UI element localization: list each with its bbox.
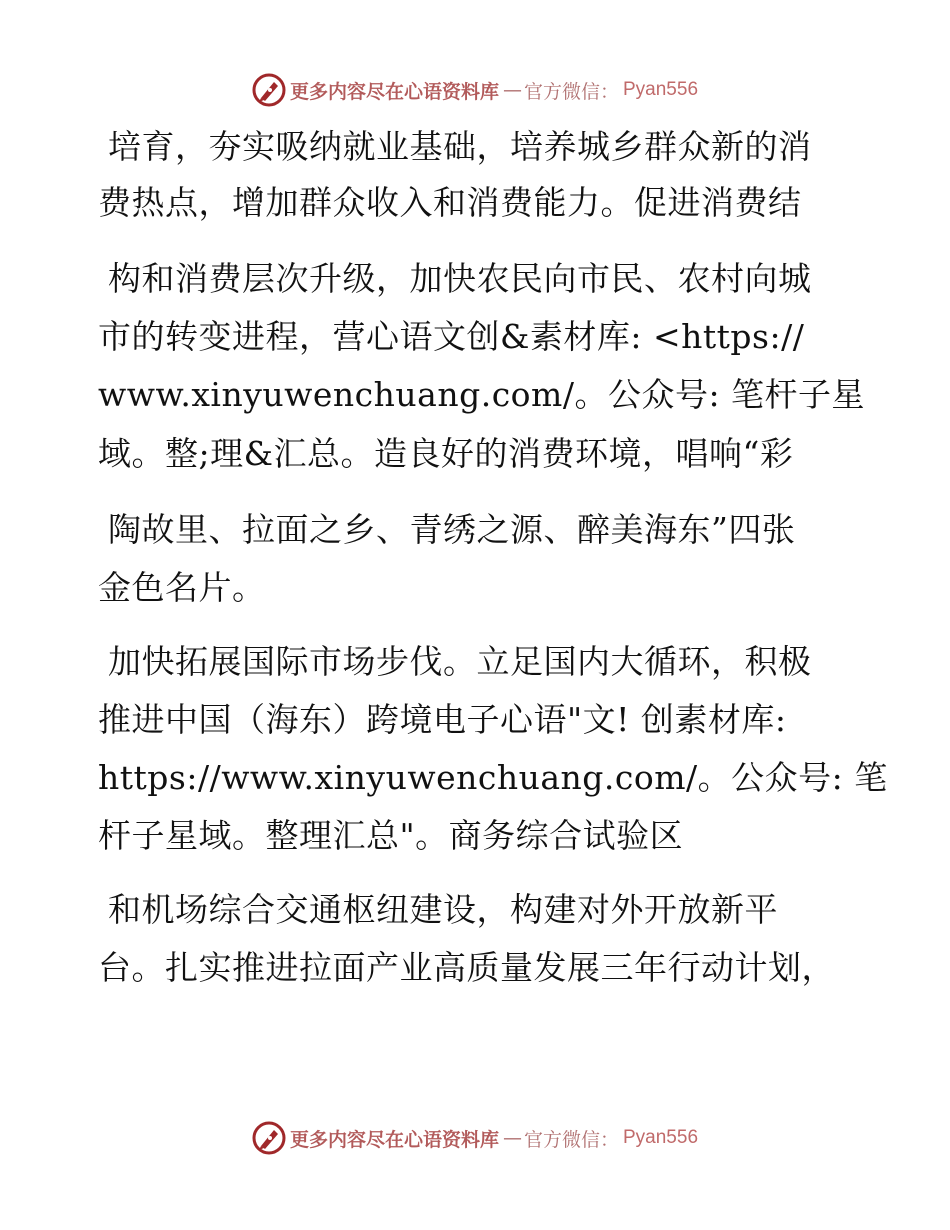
header-official-label: 官方微信： — [523, 80, 619, 103]
text-line: 推进中国（海东）跨境电子心语"文! 创素材库: — [98, 700, 787, 739]
text-line: 市的转变进程，营心语文创&素材库: <https:// — [98, 317, 805, 356]
text-line: 加快拓展国际市场步伐。立足国内大循环，积极 — [108, 642, 812, 681]
header-brand-text: 更多内容尽在心语资料库 — [289, 80, 499, 103]
header-dash: — — [502, 79, 520, 101]
text-line: 台。扎实推进拉面产业高质量发展三年行动计划， — [98, 948, 835, 987]
footer-brand-text: 更多内容尽在心语资料库 — [289, 1128, 499, 1151]
footer-account-id: Pyan556 — [623, 1127, 699, 1148]
text-line: 构和消费层次升级，加快农民向市民、农村向城 — [108, 259, 812, 298]
text-line: 杆子星域。整理汇总"。商务综合试验区 — [98, 816, 684, 855]
text-line: 费热点，增加群众收入和消费能力。促进消费结 — [98, 183, 802, 222]
page-footer-banner — [0, 1118, 950, 1158]
header-account-id: Pyan556 — [623, 79, 699, 100]
text-line: 培育，夯实吸纳就业基础，培养城乡群众新的消 — [108, 127, 812, 166]
text-line: 陶故里、拉面之乡、青绣之源、醉美海东”四张 — [108, 510, 796, 549]
text-line: 和机场综合交通枢纽建设，构建对外开放新平 — [108, 890, 778, 929]
footer-official-label: 官方微信： — [523, 1128, 619, 1151]
text-line: 域。整;理&汇总。造良好的消费环境，唱响“彩 — [98, 434, 794, 473]
text-line: 金色名片。 — [98, 568, 266, 607]
pen-nib-logo-icon — [252, 1121, 286, 1155]
text-line: https://www.xinyuwenchuang.com/。公众号: 笔 — [98, 758, 888, 797]
text-line: www.xinyuwenchuang.com/。公众号: 笔杆子星 — [98, 375, 866, 414]
footer-dash: — — [502, 1127, 520, 1149]
